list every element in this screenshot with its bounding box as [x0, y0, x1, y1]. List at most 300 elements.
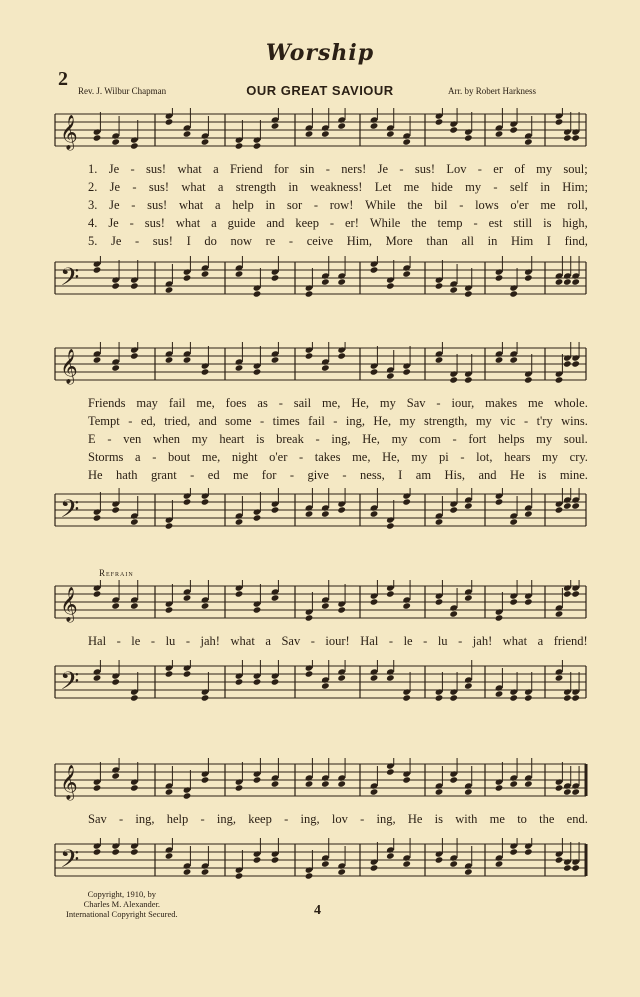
note-head [253, 678, 262, 685]
note-head [130, 602, 139, 609]
note-head [386, 372, 395, 379]
note-head [93, 848, 102, 855]
note-head [464, 868, 473, 875]
note-head [495, 860, 504, 867]
note-head [435, 356, 444, 363]
lyric-syllable: Je [109, 198, 120, 212]
note-head [509, 598, 518, 605]
note-head [386, 768, 395, 775]
note-head [370, 864, 379, 871]
lyric-syllable: le [131, 634, 141, 648]
lyric-syllable: jah! [472, 634, 493, 648]
lyric-syllable: pi [439, 450, 449, 464]
note-head [321, 278, 330, 285]
verse-line [88, 216, 588, 231]
note-head [271, 506, 280, 513]
treble-clef-icon: 𝄞 [60, 349, 78, 384]
note-head [183, 356, 192, 363]
lyric-syllable: soul. [563, 432, 588, 446]
refrain-line [88, 634, 588, 649]
note-head [201, 868, 210, 875]
lyric-syllable: in [540, 180, 550, 194]
lyric-syllable: Friends [88, 396, 126, 410]
lyric-syllable: hath [116, 468, 138, 482]
lyric-syllable: for [261, 468, 277, 482]
lyric-syllable: in [487, 234, 498, 248]
note-head [93, 134, 102, 141]
lyric-syllable: my [475, 414, 492, 428]
lyric-syllable: - [185, 634, 190, 648]
lyric-syllable: what [177, 162, 202, 176]
note-head [370, 510, 379, 517]
lyric-syllable: is [538, 468, 547, 482]
lyric-syllable: lows [475, 198, 499, 212]
lyric-syllable: give [307, 468, 329, 482]
note-head [271, 678, 280, 685]
lyric-syllable: jah! [200, 634, 220, 648]
verse-line [88, 180, 588, 195]
lyric-syllable: strength [235, 180, 277, 194]
note-head [386, 282, 395, 289]
note-head [449, 126, 458, 133]
note-head [449, 694, 458, 701]
note-head [130, 694, 139, 701]
lyric-syllable: a [537, 634, 544, 648]
note-head [183, 868, 192, 875]
lyric-syllable: I [546, 234, 551, 248]
lyric-syllable: my [536, 432, 553, 446]
note-head [253, 606, 262, 613]
lyric-syllable: - [152, 450, 157, 464]
lyric-syllable: foes [225, 396, 247, 410]
note-head [555, 610, 564, 617]
lyric-syllable: and [198, 414, 217, 428]
lyric-syllable: - [313, 198, 319, 212]
lyric-syllable: Him [510, 234, 534, 248]
note-head [271, 356, 280, 363]
lyric-syllable: now [230, 234, 252, 248]
note-head [183, 594, 192, 601]
note-head [571, 788, 580, 795]
note-head [386, 674, 395, 681]
lyric-syllable: fort [468, 432, 487, 446]
lyric-syllable: me, [352, 450, 371, 464]
note-head [93, 784, 102, 791]
lyric-syllable: guide [227, 216, 256, 230]
lyric-syllable: ing, [216, 812, 237, 826]
lyric-syllable: ing, [376, 812, 396, 826]
lyric-syllable: my [379, 396, 396, 410]
note-head [130, 352, 139, 359]
note-head [555, 674, 564, 681]
lyric-syllable: ceive [306, 234, 334, 248]
lyric-syllable: hears [504, 450, 531, 464]
note-head [111, 848, 120, 855]
lyric-syllable: when [152, 432, 181, 446]
note-head [130, 784, 139, 791]
note-head [337, 606, 346, 613]
lyric-syllable: find, [564, 234, 588, 248]
note-head [183, 792, 192, 799]
lyric-syllable: - [360, 812, 365, 826]
bass-clef-icon: 𝄢 [60, 845, 80, 880]
lyric-syllable: sus! [147, 198, 168, 212]
lyric-syllable: While [365, 198, 396, 212]
lyric-syllable: I [186, 234, 191, 248]
refrain-line [88, 812, 588, 827]
lyric-syllable: 3. [88, 198, 98, 212]
verse-line [88, 396, 588, 411]
note-head [130, 848, 139, 855]
note-head [524, 138, 533, 145]
note-head [253, 514, 262, 521]
lyric-syllable: me [233, 468, 249, 482]
lyric-syllable: ing, [300, 812, 320, 826]
note-head [402, 498, 411, 505]
note-head [449, 286, 458, 293]
lyric-syllable: weakness! [310, 180, 363, 194]
note-head [555, 118, 564, 125]
note-head [201, 368, 210, 375]
lyric-syllable: Him, [346, 234, 373, 248]
note-head [271, 856, 280, 863]
lyric-syllable: - [135, 234, 140, 248]
note-head [563, 788, 572, 795]
note-head [235, 590, 244, 597]
verse-line [88, 450, 588, 465]
note-head [165, 356, 174, 363]
note-head [183, 274, 192, 281]
lyric-syllable: - [130, 162, 135, 176]
note-head [524, 274, 533, 281]
note-head [111, 282, 120, 289]
note-head [165, 522, 174, 529]
lyric-syllable: help [232, 198, 254, 212]
note-head [435, 788, 444, 795]
note-head [321, 860, 330, 867]
note-head [111, 602, 120, 609]
lyric-syllable: my [536, 162, 553, 176]
lyric-syllable: a [211, 216, 217, 230]
note-head [111, 678, 120, 685]
note-head [93, 674, 102, 681]
note-head [563, 590, 572, 597]
lyric-syllable: sus! [148, 180, 170, 194]
note-head [571, 590, 580, 597]
note-head [464, 376, 473, 383]
lyric-syllable: ing, [345, 414, 365, 428]
lyric-syllable: what [502, 634, 528, 648]
note-head [402, 776, 411, 783]
lyric-syllable: sus! [144, 216, 165, 230]
lyric-syllable: am [415, 468, 432, 482]
lyric-syllable: high, [562, 216, 588, 230]
lyric-syllable: - [342, 468, 347, 482]
lyric-syllable: makes [485, 396, 518, 410]
lyric-syllable: Je [110, 234, 122, 248]
note-head [201, 498, 210, 505]
note-head [571, 864, 580, 871]
lyric-syllable: the [539, 812, 555, 826]
copyright-notice [66, 889, 178, 919]
lyric-syllable: Let [374, 180, 392, 194]
lyric-syllable: sus! [145, 162, 167, 176]
lyric-syllable: what [230, 634, 255, 648]
lyric-syllable: - [116, 634, 121, 648]
lyric-syllable: sail [293, 396, 312, 410]
note-head [321, 682, 330, 689]
note-head [130, 282, 139, 289]
verse-line [88, 414, 588, 429]
lyric-syllable: row! [329, 198, 354, 212]
note-head [524, 598, 533, 605]
lyric-syllable: me [527, 396, 544, 410]
lyric-syllable: Hal [360, 634, 379, 648]
lyric-syllable: is [543, 216, 552, 230]
lyric-syllable: - [329, 216, 335, 230]
lyric-syllable: He [509, 468, 525, 482]
note-head [305, 614, 314, 621]
note-head [337, 278, 346, 285]
note-head [165, 118, 174, 125]
lyric-syllable: the [411, 216, 427, 230]
note-head [165, 788, 174, 795]
lyric-syllable: hide [431, 180, 453, 194]
verse-line [88, 198, 588, 213]
note-head [464, 682, 473, 689]
note-head [165, 852, 174, 859]
lyric-syllable: Hal [88, 634, 107, 648]
lyric-syllable: with [455, 812, 478, 826]
note-head [253, 290, 262, 297]
bass-clef-icon: 𝄢 [60, 495, 80, 530]
lyric-syllable: - [523, 414, 529, 428]
note-head [93, 356, 102, 363]
note-head [321, 780, 330, 787]
verse-line [88, 234, 588, 249]
lyric-syllable: roll, [567, 198, 588, 212]
note-head [271, 594, 280, 601]
lyric-syllable: - [284, 812, 289, 826]
lyric-syllable: self [509, 180, 528, 194]
note-head [435, 118, 444, 125]
lyric-syllable: Je [109, 180, 121, 194]
hymn-number: 2 [58, 68, 68, 90]
note-head [305, 352, 314, 359]
lyric-syllable: help [166, 812, 189, 826]
system-2-treble-staff [0, 342, 640, 392]
lyric-syllable: ed, [140, 414, 156, 428]
system-4-bass-staff [0, 838, 640, 888]
lyric-syllable: a [214, 198, 221, 212]
note-head [524, 848, 533, 855]
lyric-syllable: Je [108, 162, 120, 176]
note-head [337, 780, 346, 787]
note-head [235, 270, 244, 277]
lyric-syllable: - [423, 634, 428, 648]
lyric-syllable: a [213, 162, 219, 176]
lyric-syllable: lot, [476, 450, 493, 464]
note-head [509, 848, 518, 855]
note-head [571, 360, 580, 367]
note-head [571, 502, 580, 509]
note-head [235, 872, 244, 879]
treble-clef-icon: 𝄞 [60, 587, 78, 622]
note-head [235, 678, 244, 685]
lyric-syllable: and [478, 468, 497, 482]
note-head [509, 356, 518, 363]
lyric-syllable: keep [248, 812, 272, 826]
system-2-bass-staff [0, 488, 640, 538]
lyric-syllable: grant [151, 468, 177, 482]
note-head [111, 506, 120, 513]
lyric-syllable: Sav [88, 812, 107, 826]
note-head [370, 368, 379, 375]
lyric-syllable: soul; [563, 162, 588, 176]
lyric-syllable: 5. [88, 234, 98, 248]
note-head [111, 364, 120, 371]
lyric-syllable: ed [207, 468, 220, 482]
note-head [253, 856, 262, 863]
arranger-credit: Arr. by Robert Harkness [448, 86, 536, 96]
lyric-syllable: com [419, 432, 441, 446]
lyric-syllable: Sav [406, 396, 426, 410]
lyric-syllable: my [391, 432, 408, 446]
lyric-syllable: - [333, 414, 338, 428]
note-head [571, 278, 580, 285]
lyric-syllable: - [131, 198, 136, 212]
lyric-syllable: in [265, 198, 276, 212]
note-head [402, 860, 411, 867]
lyric-syllable: helps [498, 432, 525, 446]
note-head [464, 502, 473, 509]
lyric-syllable: my [399, 414, 416, 428]
note-head [235, 518, 244, 525]
note-head [305, 130, 314, 137]
lyric-syllable: what [181, 180, 206, 194]
note-head [370, 788, 379, 795]
lyric-syllable: ing, [135, 812, 155, 826]
lyric-syllable: Je [108, 216, 119, 230]
note-head [253, 368, 262, 375]
lyric-syllable: fail [308, 414, 325, 428]
note-head [253, 776, 262, 783]
note-head [464, 134, 473, 141]
note-head [449, 506, 458, 513]
note-head [201, 776, 210, 783]
note-head [386, 590, 395, 597]
note-head [563, 134, 572, 141]
lyric-syllable: whole. [554, 396, 588, 410]
lyric-syllable: er! [345, 216, 359, 230]
refrain-label: Refrain [99, 568, 134, 578]
note-head [201, 602, 210, 609]
lyric-syllable: sus! [152, 234, 173, 248]
lyric-syllable: - [452, 432, 457, 446]
lyric-syllable: keep [295, 216, 319, 230]
note-head [563, 278, 572, 285]
lyric-syllable: takes [314, 450, 341, 464]
note-head [402, 270, 411, 277]
lyric-syllable: 1. [88, 162, 98, 176]
lyric-syllable: - [128, 414, 133, 428]
note-head [235, 784, 244, 791]
system-4-treble-staff [0, 758, 640, 808]
note-head [464, 594, 473, 601]
note-head [337, 674, 346, 681]
verse-line [88, 432, 588, 447]
note-head [435, 282, 444, 289]
lyric-syllable: fail [168, 396, 186, 410]
lyric-syllable: - [399, 162, 404, 176]
lyric-syllable: est [488, 216, 503, 230]
verse-line [88, 468, 588, 483]
note-head [370, 266, 379, 273]
lyric-syllable: me, [196, 396, 215, 410]
note-head [495, 498, 504, 505]
note-head [524, 376, 533, 383]
lyric-syllable: re [265, 234, 276, 248]
note-head [563, 864, 572, 871]
lyric-syllable: - [190, 468, 195, 482]
note-head [571, 134, 580, 141]
note-head [130, 518, 139, 525]
note-head [402, 694, 411, 701]
note-head [183, 670, 192, 677]
author-credit: Rev. J. Wilbur Chapman [78, 86, 167, 96]
note-head [402, 602, 411, 609]
lyric-syllable: - [315, 432, 320, 446]
note-head [495, 784, 504, 791]
lyric-syllable: end. [566, 812, 588, 826]
lyric-syllable: He, [362, 432, 380, 446]
lyric-syllable: o'er [269, 450, 288, 464]
note-head [370, 122, 379, 129]
lyric-syllable: what [175, 216, 201, 230]
lyric-syllable: - [325, 162, 330, 176]
lyric-syllable: a [217, 180, 224, 194]
note-head [464, 290, 473, 297]
lyric-syllable: - [129, 216, 134, 230]
lyric-syllable: my [465, 180, 482, 194]
lyric-syllable: tried, [164, 414, 191, 428]
note-head [555, 278, 564, 285]
lyric-syllable: - [288, 234, 294, 248]
lyric-syllable: temp [437, 216, 463, 230]
lyric-syllable: a [265, 634, 271, 648]
hymn-title: OUR GREAT SAVIOUR [246, 83, 394, 98]
note-head [563, 694, 572, 701]
note-head [201, 270, 210, 277]
lyric-syllable: - [459, 198, 464, 212]
note-head [402, 138, 411, 145]
note-head [321, 602, 330, 609]
lyric-syllable: for [273, 162, 289, 176]
note-head [555, 376, 564, 383]
lyric-syllable: sor [286, 198, 303, 212]
note-head [337, 868, 346, 875]
lyric-syllable: iour, [451, 396, 475, 410]
note-head [563, 360, 572, 367]
lyric-syllable: 4. [88, 216, 98, 230]
note-head [449, 776, 458, 783]
section-title: Worship [265, 40, 375, 66]
note-head [524, 510, 533, 517]
treble-clef-icon: 𝄞 [60, 115, 78, 150]
note-head [271, 274, 280, 281]
lyric-syllable: iour! [325, 634, 350, 648]
lyric-syllable: lu [165, 634, 176, 648]
